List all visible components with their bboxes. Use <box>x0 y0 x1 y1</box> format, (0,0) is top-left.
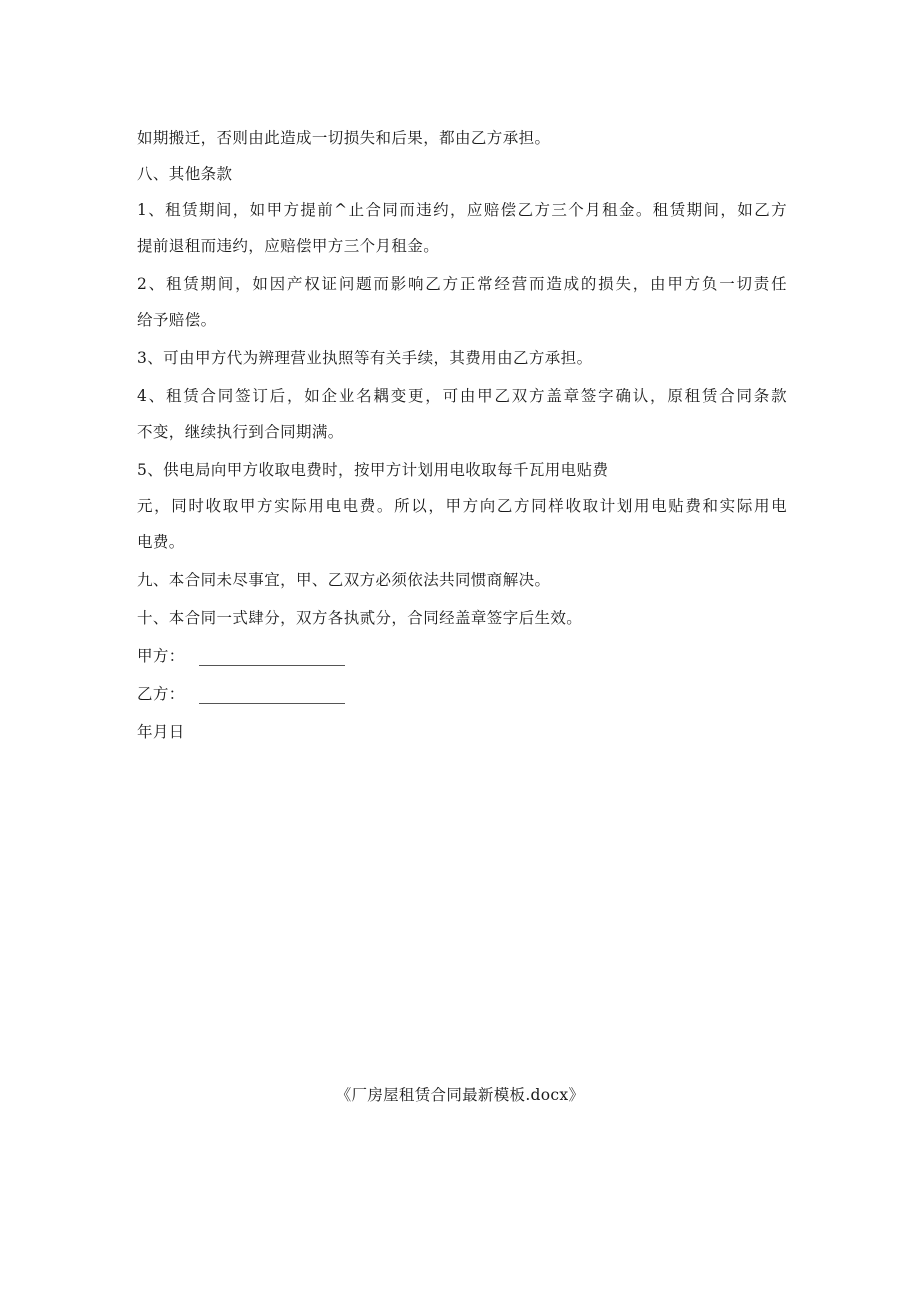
section-ten: 十、本合同一式肆分，双方各执贰分，合同经盖章签字后生效。 <box>137 609 583 627</box>
section-nine: 九、本合同未尽事宜，甲、乙双方必须依法共同惯商解决。 <box>137 571 551 589</box>
clause-2-line-1: 2、租赁期间，如因产权证问题而影响乙方正常经营而造成的损失，由甲方负一切责任 <box>137 275 787 293</box>
clause-4-line-2: 不变，继续执行到合同期满。 <box>137 423 344 441</box>
party-b-signature <box>137 684 787 704</box>
clause-3-line-1: 3、可由甲方代为辨理营业执照等有关手续，其费用由乙方承担。 <box>137 349 593 367</box>
clause-5-line-3: 电费。 <box>137 533 185 551</box>
clause-5-line-1: 5、供电局向甲方收取电费时，按甲方计划用电收取每千瓦用电贴费 <box>137 461 609 479</box>
clause-2-line-2: 给予赔偿。 <box>137 311 217 329</box>
party-b-signature-line <box>199 689 345 704</box>
clause-1-line-2: 提前退租而违约，应赔偿甲方三个月租金。 <box>137 237 440 255</box>
party-a-label: 甲方： <box>137 647 185 665</box>
clause-1-line-1: 1、租赁期间，如甲方提前^止合同而违约，应赔偿乙方三个月租金。租赁期间，如乙方 <box>137 201 787 219</box>
party-b-label: 乙方： <box>137 685 185 703</box>
text-line: 如期搬迁，否则由此造成一切损失和后果，都由乙方承担。 <box>137 129 551 147</box>
clause-4-line-1: 4、租赁合同签订后，如企业名耦变更，可由甲乙双方盖章签字确认，原租赁合同条款 <box>137 387 787 405</box>
clause-5-line-2: 元，同时收取甲方实际用电电费。所以，甲方向乙方同样收取计划用电贴费和实际用电 <box>137 497 787 515</box>
section-heading-other-terms: 八、其他条款 <box>137 165 233 183</box>
document-body <box>137 128 787 742</box>
party-a-signature-line <box>199 651 345 666</box>
document-filename-footer: 《厂房屋租赁合同最新模板.docx》 <box>335 1086 585 1104</box>
date-line: 年月日 <box>137 723 185 741</box>
party-a-signature <box>137 646 787 666</box>
